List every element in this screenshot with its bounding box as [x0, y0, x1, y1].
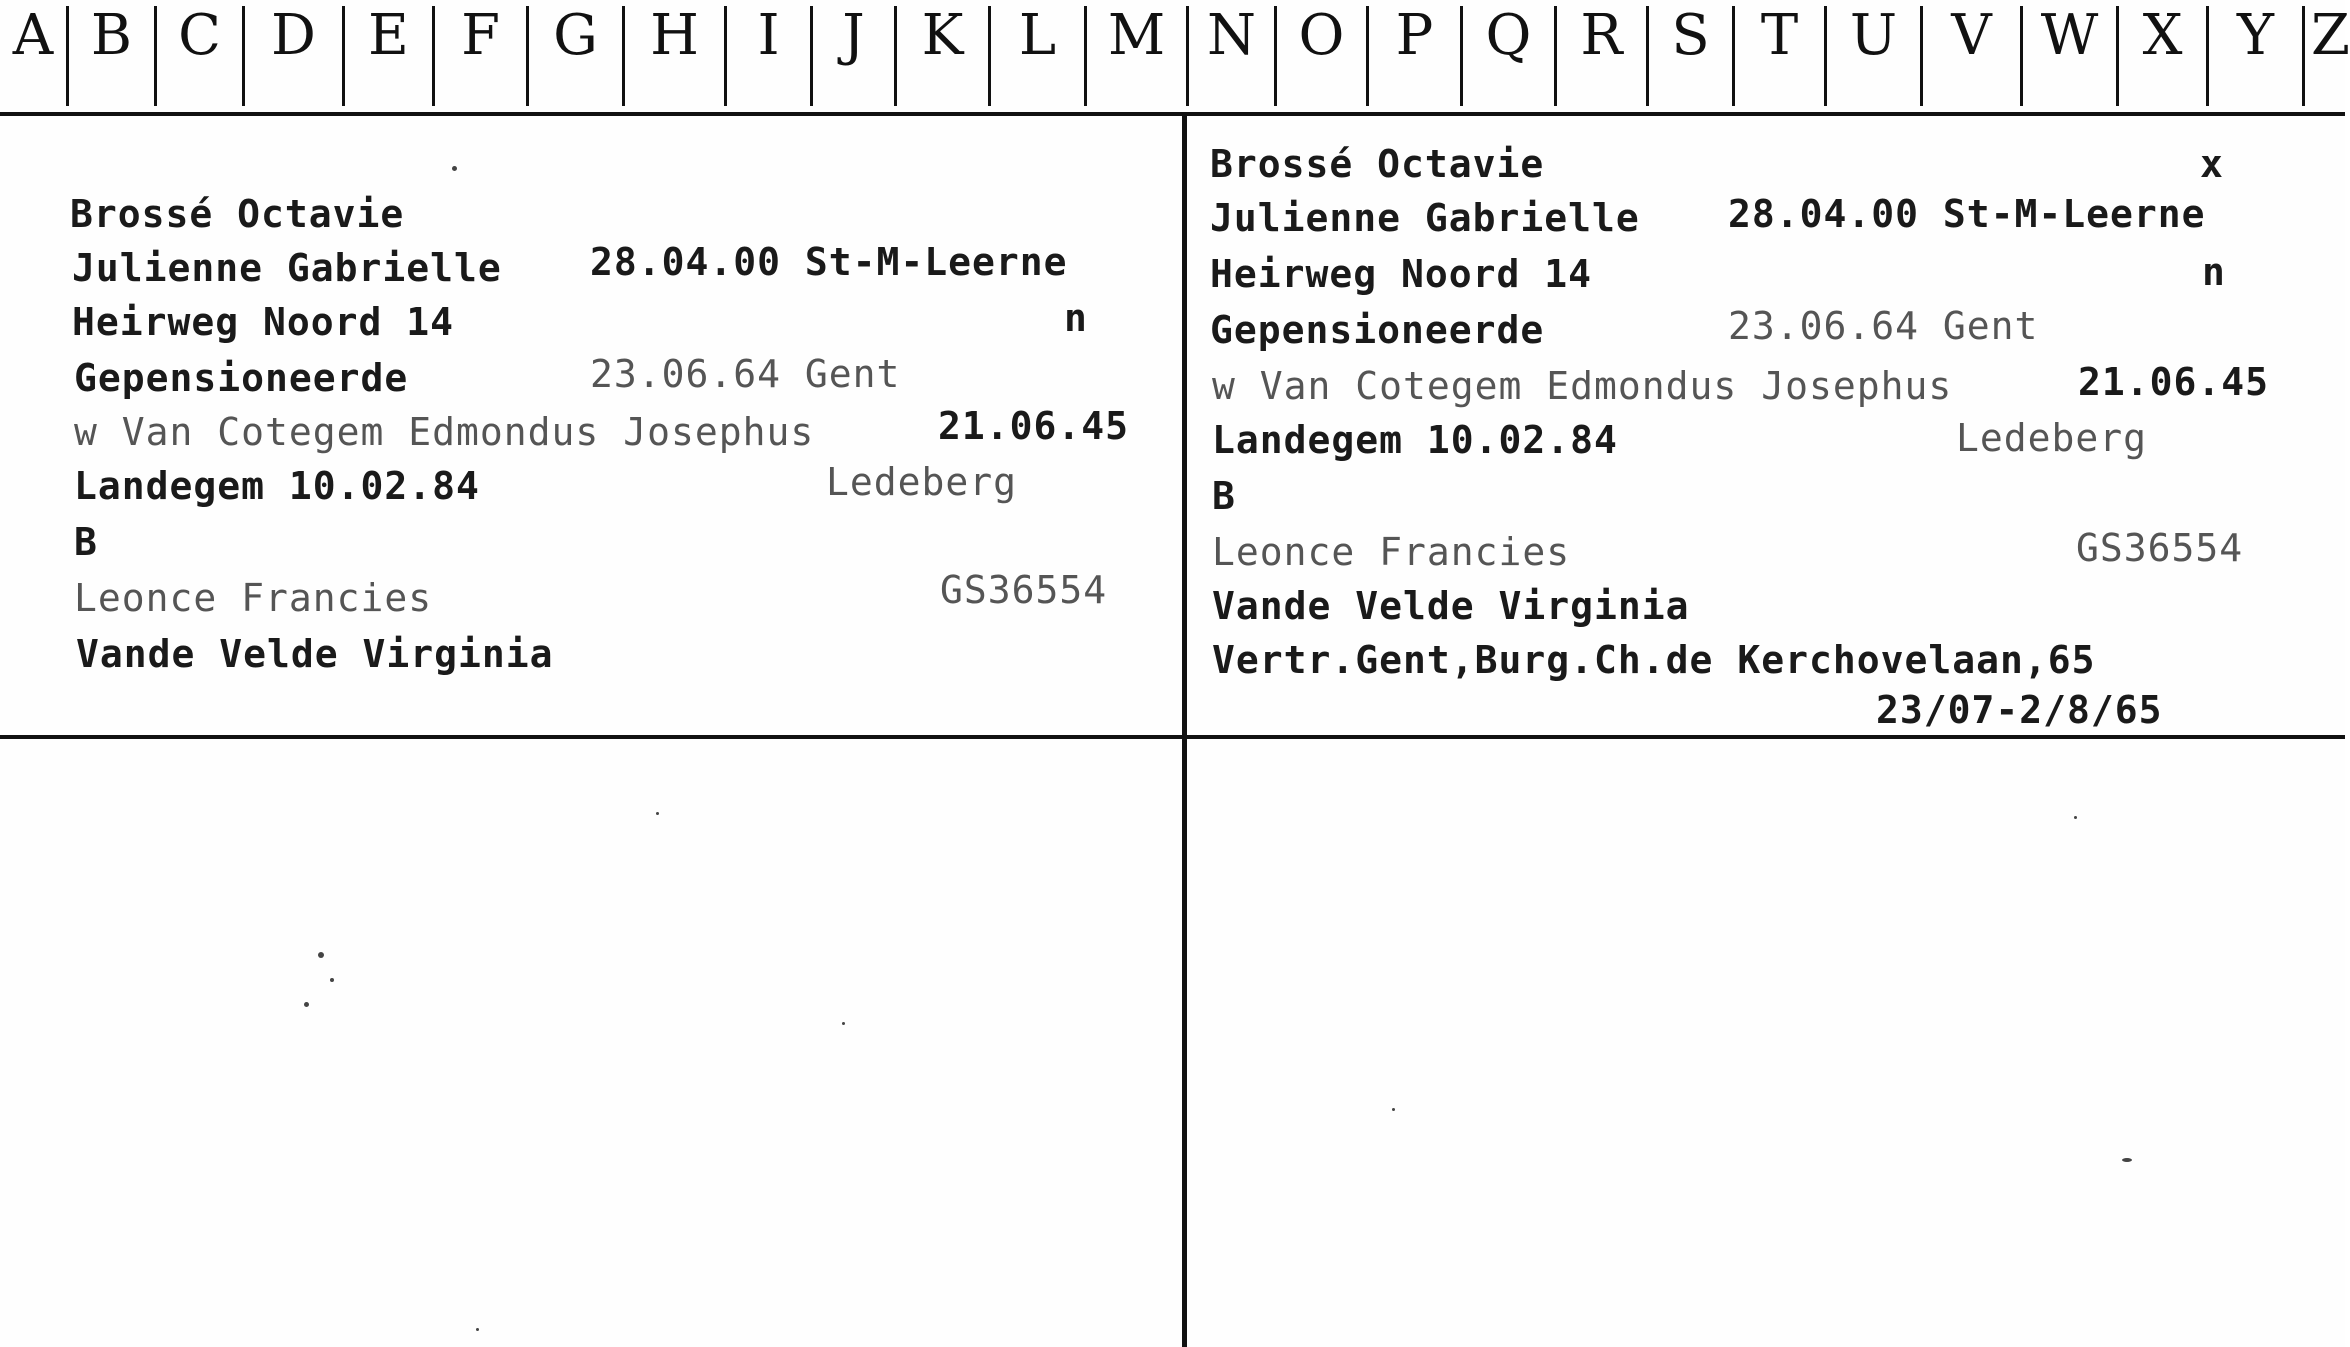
record-residence-note: Vertr.Gent,Burg.Ch.de Kerchovelaan,65 [1212, 638, 2096, 682]
record-occupation: Gepensioneerde [1210, 308, 1545, 352]
record-birth: 28.04.00 St-M-Leerne [590, 240, 1068, 284]
card-divider-horizontal [0, 735, 2345, 739]
record-spouse-date: 21.06.45 [2078, 360, 2270, 404]
index-letter-i: I [724, 6, 810, 106]
card-divider-vertical [1182, 112, 1187, 1347]
record-mark: n [2202, 250, 2226, 294]
record-given-names: Julienne Gabrielle [1210, 196, 1640, 240]
record-surname: Brossé Octavie [1210, 142, 1545, 186]
scan-speck [2074, 816, 2077, 819]
record-spouse-date: 21.06.45 [938, 404, 1130, 448]
index-letter-z: Z [2302, 6, 2345, 106]
scan-speck [842, 1022, 845, 1025]
record-date-place: 23.06.64 Gent [1728, 304, 2039, 348]
record-mark: n [1064, 296, 1088, 340]
record-code: B [1212, 474, 1236, 518]
index-letter-l: L [988, 6, 1084, 106]
index-letter-o: O [1274, 6, 1366, 106]
index-letter-j: J [810, 6, 894, 106]
index-letter-m: M [1084, 6, 1186, 106]
scan-speck [452, 166, 457, 171]
scan-speck [330, 978, 334, 982]
record-birth: 28.04.00 St-M-Leerne [1728, 192, 2206, 236]
index-letter-f: F [432, 6, 526, 106]
index-letter-r: R [1554, 6, 1646, 106]
record-spouse: w Van Cotegem Edmondus Josephus [1212, 364, 1953, 408]
record-spouse-birth: Landegem 10.02.84 [74, 464, 480, 508]
index-letter-u: U [1824, 6, 1920, 106]
index-letter-q: Q [1460, 6, 1554, 106]
scan-speck [656, 812, 659, 815]
record-spouse: w Van Cotegem Edmondus Josephus [74, 410, 815, 454]
index-letter-g: G [526, 6, 622, 106]
record-number: GS36554 [2076, 526, 2244, 570]
index-letter-v: V [1920, 6, 2020, 106]
record-period: 23/07-2/8/65 [1876, 688, 2163, 732]
scan-speck [476, 1328, 479, 1331]
scan-speck [318, 952, 324, 958]
index-letter-t: T [1732, 6, 1824, 106]
index-letter-b: B [66, 6, 154, 106]
record-given-names: Julienne Gabrielle [72, 246, 502, 290]
record-spouse-birth: Landegem 10.02.84 [1212, 418, 1618, 462]
index-letter-w: W [2020, 6, 2116, 106]
alphabet-index-strip [0, 0, 2350, 116]
record-mark-x: x [2200, 142, 2224, 186]
index-letter-c: C [154, 6, 242, 106]
index-letter-x: X [2116, 6, 2206, 106]
record-occupation: Gepensioneerde [74, 356, 409, 400]
record-mother: Vande Velde Virginia [1212, 584, 1690, 628]
index-letter-d: D [242, 6, 342, 106]
index-letter-h: H [622, 6, 724, 106]
index-letter-e: E [342, 6, 432, 106]
scan-speck [304, 1002, 309, 1007]
index-letter-n: N [1186, 6, 1274, 106]
record-address: Heirweg Noord 14 [1210, 252, 1593, 296]
record-spouse-place: Ledeberg [1956, 416, 2148, 460]
scan-speck [2122, 1158, 2132, 1162]
record-spouse-place: Ledeberg [826, 460, 1018, 504]
record-address: Heirweg Noord 14 [72, 300, 455, 344]
record-number: GS36554 [940, 568, 1108, 612]
record-date-place: 23.06.64 Gent [590, 352, 901, 396]
scan-speck [1392, 1108, 1395, 1111]
index-letter-k: K [894, 6, 988, 106]
record-surname: Brossé Octavie [70, 192, 405, 236]
index-letter-s: S [1646, 6, 1732, 106]
record-father: Leonce Francies [1212, 530, 1571, 574]
index-letter-p: P [1366, 6, 1460, 106]
index-letter-a: A [12, 3, 54, 68]
record-father: Leonce Francies [74, 576, 433, 620]
record-code: B [74, 520, 98, 564]
index-letter-y: Y [2206, 6, 2302, 106]
record-mother: Vande Velde Virginia [76, 632, 554, 676]
